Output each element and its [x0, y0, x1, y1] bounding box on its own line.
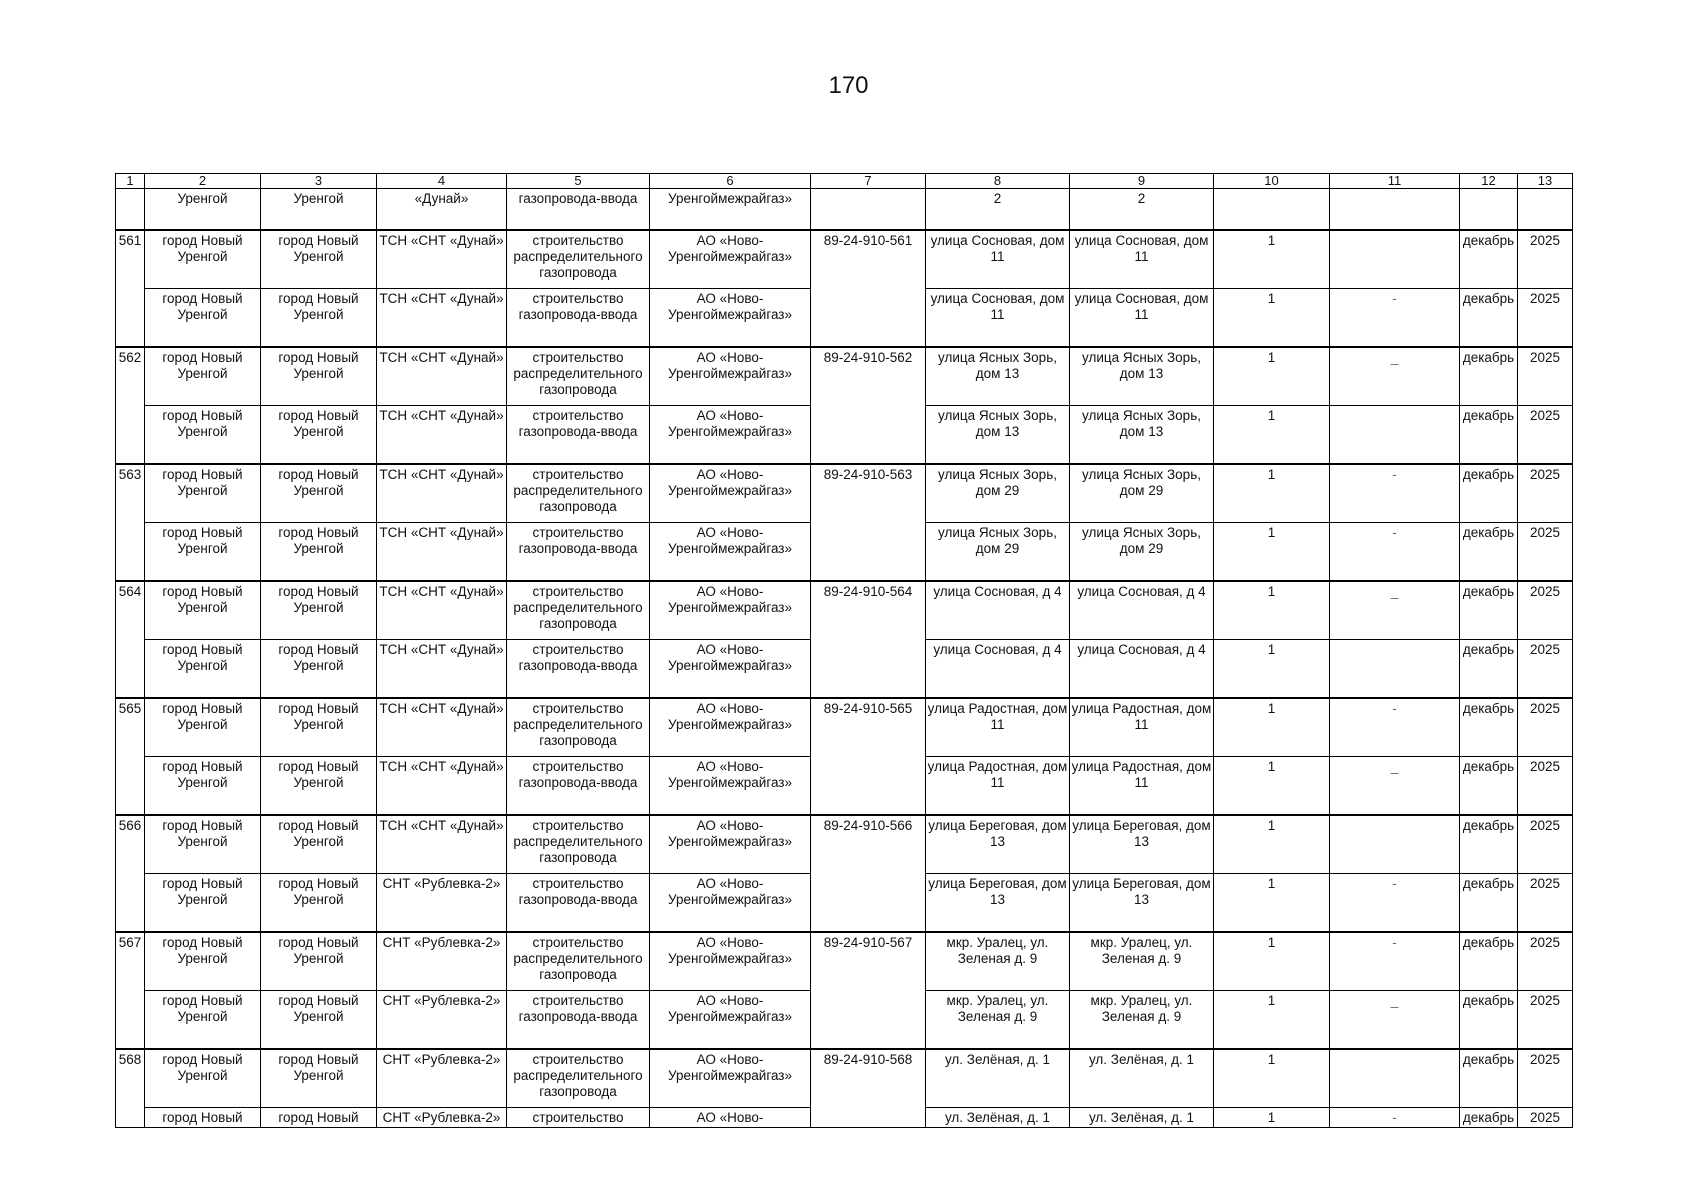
table-cell: 2025	[1518, 815, 1573, 874]
column-number: 7	[811, 174, 926, 189]
table-cell: мкр. Уралец, ул. Зеленая д. 9	[926, 991, 1070, 1050]
table-cell	[1330, 640, 1460, 699]
table-cell: 1	[1214, 523, 1330, 582]
table-cell: город Новый	[261, 1108, 377, 1128]
table-cell: АО «Ново-Уренгоймежрайгаз»	[650, 406, 811, 465]
table-cell: декабрь	[1460, 640, 1518, 699]
table-cell: 1	[1214, 581, 1330, 640]
table-cell: 1	[1214, 932, 1330, 991]
table-cell: СНТ «Рублевка-2»	[377, 991, 507, 1050]
row-number: 561	[116, 230, 145, 347]
table-cell: -	[1330, 698, 1460, 757]
table-cell: мкр. Уралец, ул. Зеленая д. 9	[926, 932, 1070, 991]
table-cell: 2025	[1518, 289, 1573, 348]
table-cell: 1	[1214, 406, 1330, 465]
table-cell: строительство распределительного газопровода	[507, 347, 650, 406]
table-cell	[116, 189, 145, 231]
table-cell: 1	[1214, 640, 1330, 699]
table-cell: _	[1330, 581, 1460, 640]
column-number: 6	[650, 174, 811, 189]
table-cell: улица Сосновая, дом 11	[926, 289, 1070, 348]
table-cell: 2	[1070, 189, 1214, 231]
table-cell: строительство распределительного газопровода	[507, 932, 650, 991]
table-cell: улица Ясных Зорь, дом 29	[926, 464, 1070, 523]
table-cell	[1330, 1049, 1460, 1108]
table-cell: ТСН «СНТ «Дунай»	[377, 698, 507, 757]
table-cell: строительство газопровода-ввода	[507, 406, 650, 465]
table-cell: город Новый Уренгой	[145, 698, 261, 757]
table-cell: 2	[926, 189, 1070, 231]
table-cell: улица Сосновая, д 4	[1070, 640, 1214, 699]
table-cell: строительство распределительного газопровода	[507, 230, 650, 289]
table-cell: 1	[1214, 230, 1330, 289]
table-cell: ул. Зелёная, д. 1	[1070, 1049, 1214, 1108]
table-cell: 2025	[1518, 523, 1573, 582]
table-cell: 1	[1214, 757, 1330, 816]
table-cell: -	[1330, 523, 1460, 582]
table-cell: АО «Ново-Уренгоймежрайгаз»	[650, 991, 811, 1050]
table-cell	[1330, 230, 1460, 289]
table-cell: улица Ясных Зорь, дом 13	[926, 406, 1070, 465]
page-number: 170	[828, 72, 869, 99]
table-cell: СНТ «Рублевка-2»	[377, 874, 507, 933]
table-cell: город Новый Уренгой	[145, 640, 261, 699]
table-cell: Уренгой	[145, 189, 261, 231]
table-cell: ТСН «СНТ «Дунай»	[377, 815, 507, 874]
table-cell: город Новый Уренгой	[145, 289, 261, 348]
table-cell: АО «Ново-Уренгоймежрайгаз»	[650, 640, 811, 699]
table-cell: улица Радостная, дом 11	[926, 757, 1070, 816]
table-cell: строительство газопровода-ввода	[507, 289, 650, 348]
table-cell: ТСН «СНТ «Дунай»	[377, 464, 507, 523]
table-cell: -	[1330, 464, 1460, 523]
table-cell	[1330, 406, 1460, 465]
table-cell: город Новый Уренгой	[261, 406, 377, 465]
table-cell: мкр. Уралец, ул. Зеленая д. 9	[1070, 991, 1214, 1050]
table-cell: ТСН «СНТ «Дунай»	[377, 523, 507, 582]
table-cell: город Новый Уренгой	[145, 991, 261, 1050]
column-number: 3	[261, 174, 377, 189]
table-cell: город Новый Уренгой	[145, 406, 261, 465]
table-cell: улица Радостная, дом 11	[1070, 698, 1214, 757]
table-row	[116, 581, 1573, 640]
table-cell: декабрь	[1460, 1108, 1518, 1128]
table-cell: АО «Ново-Уренгоймежрайгаз»	[650, 230, 811, 289]
table-cell: Уренгоймежрайгаз»	[650, 189, 811, 231]
table-cell: улица Береговая, дом 13	[926, 815, 1070, 874]
row-number: 567	[116, 932, 145, 1049]
table-cell: город Новый Уренгой	[145, 581, 261, 640]
table-cell: улица Сосновая, дом 11	[1070, 289, 1214, 348]
table-cell: ул. Зелёная, д. 1	[926, 1108, 1070, 1128]
table-cell: 1	[1214, 874, 1330, 933]
table-cell: город Новый Уренгой	[261, 523, 377, 582]
table-cell	[811, 189, 926, 231]
table-cell: 1	[1214, 1108, 1330, 1128]
table-cell: улица Сосновая, д 4	[1070, 581, 1214, 640]
table-cell: АО «Ново-Уренгоймежрайгаз»	[650, 289, 811, 348]
table-row	[116, 815, 1573, 874]
table-cell: декабрь	[1460, 406, 1518, 465]
table-cell: декабрь	[1460, 347, 1518, 406]
table-cell: СНТ «Рублевка-2»	[377, 932, 507, 991]
table-cell: город Новый Уренгой	[261, 640, 377, 699]
table-cell: -	[1330, 874, 1460, 933]
table-cell: строительство газопровода-ввода	[507, 991, 650, 1050]
table-cell: «Дунай»	[377, 189, 507, 231]
table-cell: АО «Ново-Уренгоймежрайгаз»	[650, 757, 811, 816]
table-cell: 1	[1214, 991, 1330, 1050]
table-cell: город Новый Уренгой	[145, 757, 261, 816]
table-cell: улица Ясных Зорь, дом 29	[926, 523, 1070, 582]
row-number: 563	[116, 464, 145, 581]
table-cell: декабрь	[1460, 464, 1518, 523]
table-cell: мкр. Уралец, ул. Зеленая д. 9	[1070, 932, 1214, 991]
table-cell: город Новый Уренгой	[145, 464, 261, 523]
table-cell: Уренгой	[261, 189, 377, 231]
table-cell: 1	[1214, 815, 1330, 874]
table-cell: -	[1330, 289, 1460, 348]
table-cell: ТСН «СНТ «Дунай»	[377, 230, 507, 289]
table-cell: город Новый Уренгой	[145, 230, 261, 289]
row-number: 566	[116, 815, 145, 932]
table-cell: улица Сосновая, д 4	[926, 581, 1070, 640]
table-cell: 2025	[1518, 874, 1573, 933]
table-cell: АО «Ново-Уренгоймежрайгаз»	[650, 347, 811, 406]
table-cell: 1	[1214, 1049, 1330, 1108]
table-cell: АО «Ново-Уренгоймежрайгаз»	[650, 698, 811, 757]
table-cell: улица Сосновая, дом 11	[926, 230, 1070, 289]
object-code: 89-24-910-567	[811, 932, 926, 1049]
column-number: 9	[1070, 174, 1214, 189]
table-cell: газопровода-ввода	[507, 189, 650, 231]
column-number-row	[116, 174, 1573, 189]
table-row	[116, 347, 1573, 406]
table-cell: улица Ясных Зорь, дом 29	[1070, 464, 1214, 523]
table-cell: _	[1330, 347, 1460, 406]
table-cell: 2025	[1518, 991, 1573, 1050]
table-cell: город Новый Уренгой	[261, 757, 377, 816]
table-cell: ТСН «СНТ «Дунай»	[377, 581, 507, 640]
table-cell: -	[1330, 1108, 1460, 1128]
table-cell: 2025	[1518, 1108, 1573, 1128]
table-cell: город Новый Уренгой	[261, 932, 377, 991]
table-cell: 2025	[1518, 464, 1573, 523]
table-cell: декабрь	[1460, 230, 1518, 289]
table-cell: -	[1330, 932, 1460, 991]
table-cell: 2025	[1518, 932, 1573, 991]
table-cell: строительство распределительного газопровода	[507, 581, 650, 640]
table-cell: улица Ясных Зорь, дом 13	[1070, 347, 1214, 406]
column-number: 5	[507, 174, 650, 189]
table-cell: улица Сосновая, д 4	[926, 640, 1070, 699]
table-cell: АО «Ново-Уренгоймежрайгаз»	[650, 581, 811, 640]
table-cell: декабрь	[1460, 1049, 1518, 1108]
gas-works-table	[115, 173, 1573, 1128]
table-cell: город Новый Уренгой	[145, 347, 261, 406]
table-cell: АО «Ново-Уренгоймежрайгаз»	[650, 874, 811, 933]
table-cell: 1	[1214, 289, 1330, 348]
object-code: 89-24-910-568	[811, 1049, 926, 1128]
table-cell: 2025	[1518, 581, 1573, 640]
table-cell: декабрь	[1460, 289, 1518, 348]
table-cell: 2025	[1518, 698, 1573, 757]
table-cell: улица Ясных Зорь, дом 13	[1070, 406, 1214, 465]
table-cell	[1518, 189, 1573, 231]
table-cell: строительство	[507, 1108, 650, 1128]
object-code: 89-24-910-561	[811, 230, 926, 347]
object-code: 89-24-910-565	[811, 698, 926, 815]
table-cell: 2025	[1518, 757, 1573, 816]
table-cell: строительство распределительного газопровода	[507, 464, 650, 523]
table-cell: декабрь	[1460, 991, 1518, 1050]
row-number: 564	[116, 581, 145, 698]
table-cell: город Новый Уренгой	[145, 874, 261, 933]
table-cell: город Новый Уренгой	[261, 698, 377, 757]
table-cell: декабрь	[1460, 523, 1518, 582]
table-cell: ул. Зелёная, д. 1	[1070, 1108, 1214, 1128]
table-cell: декабрь	[1460, 932, 1518, 991]
table-cell: город Новый	[145, 1108, 261, 1128]
table-cell: ТСН «СНТ «Дунай»	[377, 289, 507, 348]
table-cell: 1	[1214, 698, 1330, 757]
table-cell: декабрь	[1460, 815, 1518, 874]
table-cell: 2025	[1518, 1049, 1573, 1108]
table-cell: город Новый Уренгой	[261, 230, 377, 289]
table-cell: декабрь	[1460, 757, 1518, 816]
table-cell: _	[1330, 991, 1460, 1050]
table-cell: улица Береговая, дом 13	[926, 874, 1070, 933]
table-cell: ТСН «СНТ «Дунай»	[377, 757, 507, 816]
row-number: 562	[116, 347, 145, 464]
table-cell: город Новый Уренгой	[145, 523, 261, 582]
column-number: 11	[1330, 174, 1460, 189]
table-cell: строительство газопровода-ввода	[507, 874, 650, 933]
table-cell	[1460, 189, 1518, 231]
row-number: 568	[116, 1049, 145, 1128]
table-cell: город Новый Уренгой	[261, 289, 377, 348]
table-cell: 2025	[1518, 640, 1573, 699]
table-cell	[1330, 189, 1460, 231]
table-cell: строительство газопровода-ввода	[507, 523, 650, 582]
table-cell: СНТ «Рублевка-2»	[377, 1108, 507, 1128]
table-cell: ТСН «СНТ «Дунай»	[377, 406, 507, 465]
table-cell: декабрь	[1460, 581, 1518, 640]
table-cell: строительство газопровода-ввода	[507, 640, 650, 699]
table-cell: улица Радостная, дом 11	[926, 698, 1070, 757]
table-cell: город Новый Уренгой	[145, 932, 261, 991]
table-cell: город Новый Уренгой	[145, 1049, 261, 1108]
table-cell: АО «Ново-Уренгоймежрайгаз»	[650, 523, 811, 582]
object-code: 89-24-910-562	[811, 347, 926, 464]
table-cell: 2025	[1518, 230, 1573, 289]
table-cell: улица Береговая, дом 13	[1070, 815, 1214, 874]
table-cell: 2025	[1518, 406, 1573, 465]
table-row	[116, 932, 1573, 991]
table-cell: город Новый Уренгой	[261, 991, 377, 1050]
table-cell: строительство распределительного газопровода	[507, 815, 650, 874]
table-cell: город Новый Уренгой	[261, 464, 377, 523]
table-cell: город Новый Уренгой	[261, 874, 377, 933]
table-cell: декабрь	[1460, 698, 1518, 757]
table-cell: АО «Ново-Уренгоймежрайгаз»	[650, 1049, 811, 1108]
column-number: 12	[1460, 174, 1518, 189]
table-cell: АО «Ново-Уренгоймежрайгаз»	[650, 932, 811, 991]
column-number: 1	[116, 174, 145, 189]
table-cell: _	[1330, 757, 1460, 816]
table-cell: улица Береговая, дом 13	[1070, 874, 1214, 933]
table-cell: строительство распределительного газопровода	[507, 698, 650, 757]
table-cell: ул. Зелёная, д. 1	[926, 1049, 1070, 1108]
table-cell: АО «Ново-	[650, 1108, 811, 1128]
table-cell: АО «Ново-Уренгоймежрайгаз»	[650, 815, 811, 874]
table-cell: город Новый Уренгой	[261, 347, 377, 406]
table-cell: улица Ясных Зорь, дом 29	[1070, 523, 1214, 582]
column-number: 2	[145, 174, 261, 189]
table-cell: 1	[1214, 347, 1330, 406]
column-number: 8	[926, 174, 1070, 189]
row-number: 565	[116, 698, 145, 815]
table-cell: ТСН «СНТ «Дунай»	[377, 640, 507, 699]
table-cell: 2025	[1518, 347, 1573, 406]
column-number: 10	[1214, 174, 1330, 189]
table-cell: улица Ясных Зорь, дом 13	[926, 347, 1070, 406]
table-cell: ТСН «СНТ «Дунай»	[377, 347, 507, 406]
table-cell: строительство газопровода-ввода	[507, 757, 650, 816]
continuation-row	[116, 189, 1573, 231]
table-row	[116, 698, 1573, 757]
table-cell: улица Радостная, дом 11	[1070, 757, 1214, 816]
object-code: 89-24-910-564	[811, 581, 926, 698]
table-cell: декабрь	[1460, 874, 1518, 933]
table-cell: улица Сосновая, дом 11	[1070, 230, 1214, 289]
table-row	[116, 230, 1573, 289]
table-cell: город Новый Уренгой	[145, 815, 261, 874]
object-code: 89-24-910-563	[811, 464, 926, 581]
table-row	[116, 1049, 1573, 1108]
table-cell	[1214, 189, 1330, 231]
column-number: 13	[1518, 174, 1573, 189]
table-cell: АО «Ново-Уренгоймежрайгаз»	[650, 464, 811, 523]
table-cell: город Новый Уренгой	[261, 1049, 377, 1108]
table-body	[116, 174, 1573, 1128]
table-cell: город Новый Уренгой	[261, 581, 377, 640]
table-cell: 1	[1214, 464, 1330, 523]
table-row	[116, 464, 1573, 523]
table-cell: СНТ «Рублевка-2»	[377, 1049, 507, 1108]
table-cell	[1330, 815, 1460, 874]
column-number: 4	[377, 174, 507, 189]
table-cell: строительство распределительного газопровода	[507, 1049, 650, 1108]
table-cell: город Новый Уренгой	[261, 815, 377, 874]
object-code: 89-24-910-566	[811, 815, 926, 932]
